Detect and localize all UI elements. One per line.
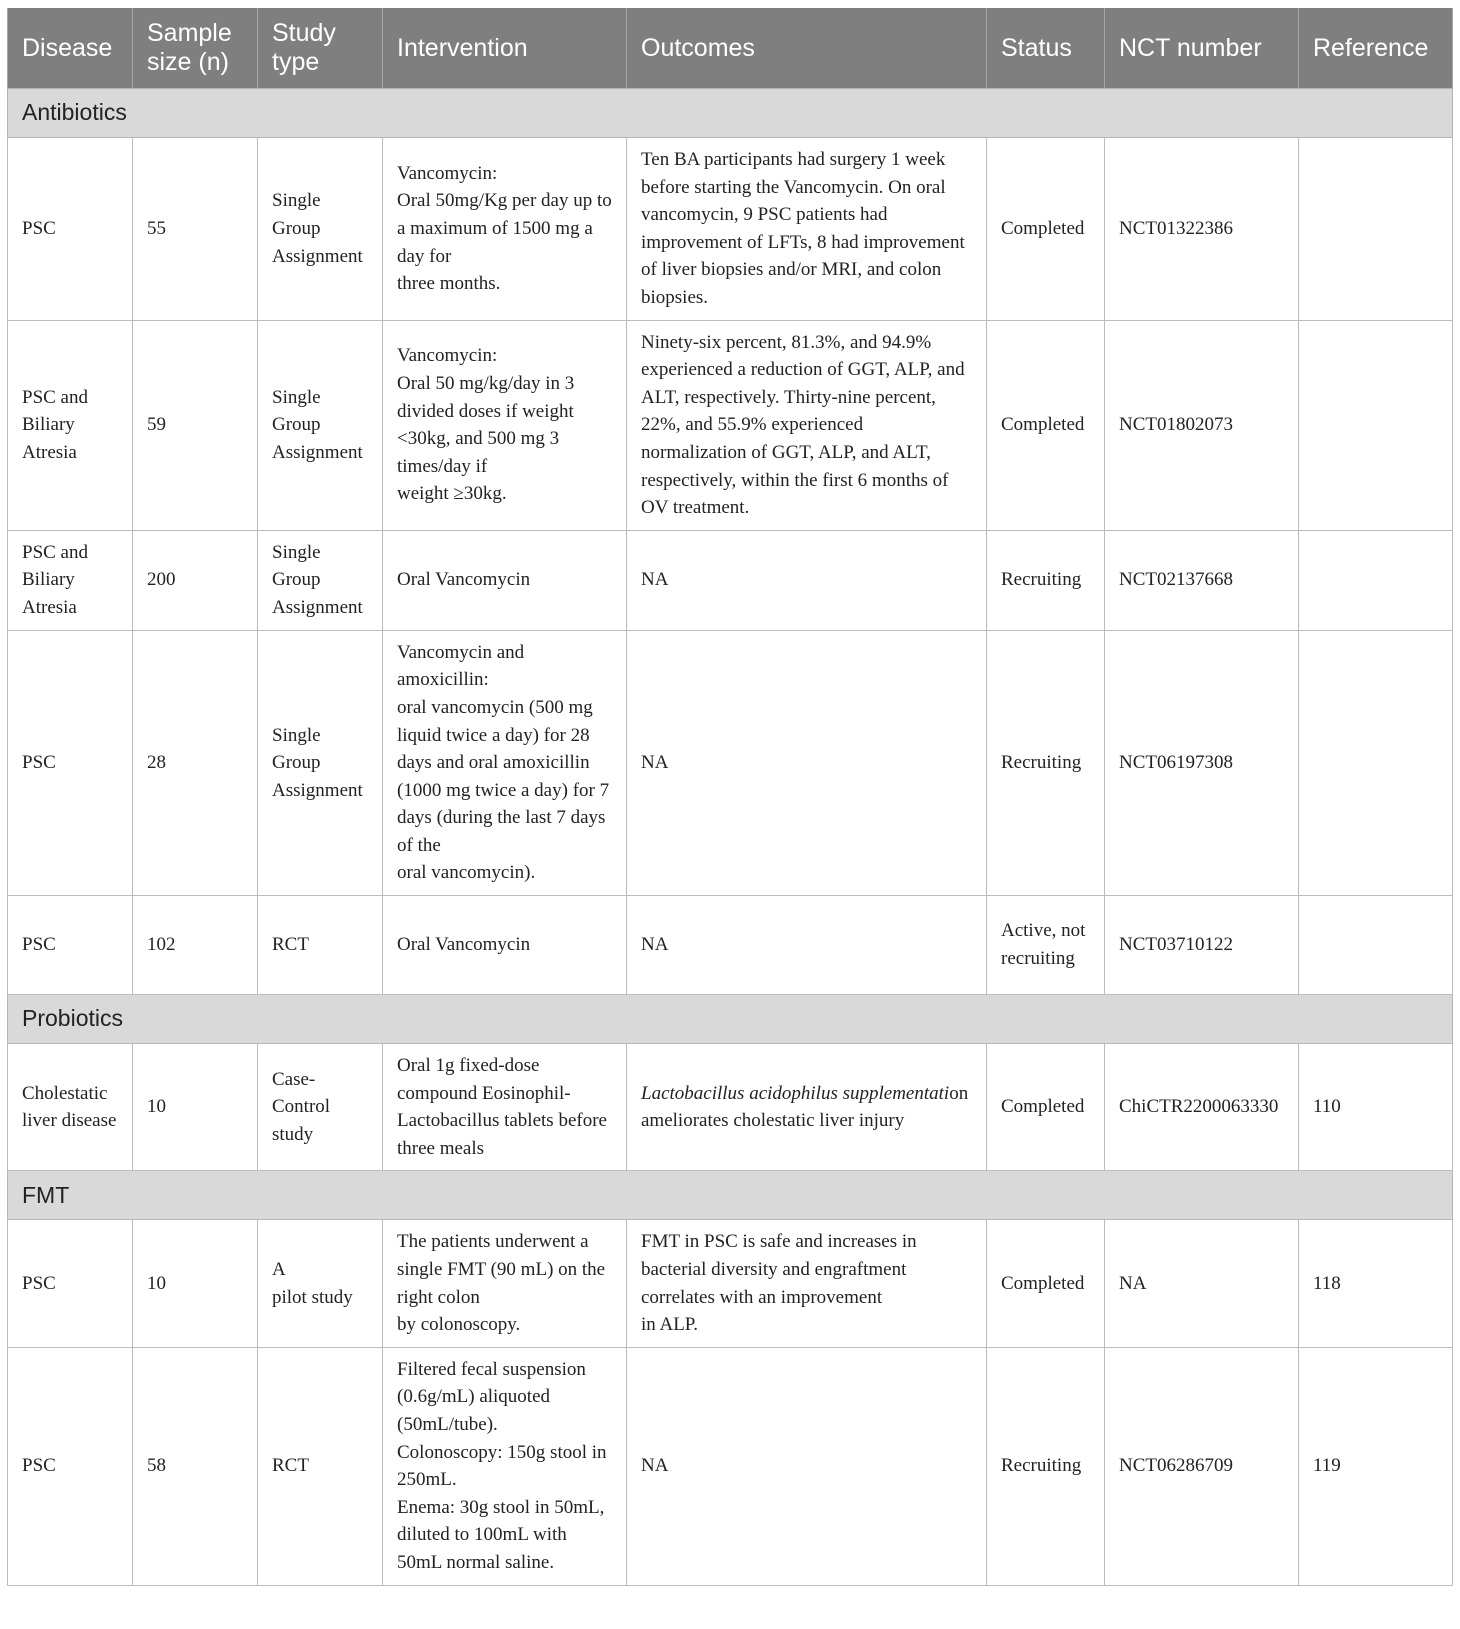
cell-sample-size: 10 xyxy=(133,1220,258,1347)
cell-outcomes: NA xyxy=(627,896,987,995)
cell-disease: Cholestatic liver disease xyxy=(8,1044,133,1171)
cell-sample-size: 55 xyxy=(133,138,258,321)
cell-intervention: Vancomycin and amoxicillin: oral vancomycin (500 mg liquid twice a day) for 28 days and oral amoxicillin (1000 mg twice a day) for 7 days (during the last 7 days of the oral vancomycin). xyxy=(383,630,627,895)
cell-study-type: Single Group Assignment xyxy=(258,530,383,630)
cell-study-type: A pilot study xyxy=(258,1220,383,1347)
cell-reference xyxy=(1299,896,1453,995)
header-sample-size: Sample size (n) xyxy=(133,8,258,89)
table-row xyxy=(8,896,1453,995)
cell-intervention: Oral 1g fixed-dose compound Eosinophil-Lactobacillus tablets before three meals xyxy=(383,1044,627,1171)
cell-nct-number: NCT06197308 xyxy=(1105,630,1299,895)
header-outcomes: Outcomes xyxy=(627,8,987,89)
cell-study-type: Single Group Assignment xyxy=(258,138,383,321)
cell-status: Completed xyxy=(987,1220,1105,1347)
cell-status: Completed xyxy=(987,138,1105,321)
cell-disease: PSC xyxy=(8,138,133,321)
section-row-fmt xyxy=(8,1171,1453,1220)
cell-sample-size: 59 xyxy=(133,320,258,530)
table-row xyxy=(8,1347,1453,1585)
cell-nct-number: NCT01322386 xyxy=(1105,138,1299,321)
cell-nct-number: NA xyxy=(1105,1220,1299,1347)
cell-reference: 118 xyxy=(1299,1220,1453,1347)
cell-status: Recruiting xyxy=(987,630,1105,895)
cell-outcomes: Ninety-six percent, 81.3%, and 94.9% experienced a reduction of GGT, ALP, and ALT, respectively. Thirty-nine percent, 22%, and 55.9% experienced normalization of GGT, ALP, and ALT, respectively, within the first 6 months of OV treatment. xyxy=(627,320,987,530)
cell-reference: 119 xyxy=(1299,1347,1453,1585)
cell-outcomes: NA xyxy=(627,530,987,630)
cell-sample-size: 102 xyxy=(133,896,258,995)
section-row-probiotics xyxy=(8,995,1453,1044)
cell-disease: PSC xyxy=(8,630,133,895)
cell-status: Active, not recruiting xyxy=(987,896,1105,995)
cell-outcomes: NA xyxy=(627,1347,987,1585)
section-title: Probiotics xyxy=(8,995,1453,1044)
cell-outcomes: Ten BA participants had surgery 1 week before starting the Vancomycin. On oral vancomycin, 9 PSC patients had improvement of LFTs, 8 had improvement of liver biopsies and/or MRI, and colon biopsies. xyxy=(627,138,987,321)
header-disease: Disease xyxy=(8,8,133,89)
cell-status: Completed xyxy=(987,1044,1105,1171)
table-row xyxy=(8,630,1453,895)
clinical-trials-table xyxy=(7,8,1453,1586)
cell-study-type: RCT xyxy=(258,1347,383,1585)
cell-disease: PSC and Biliary Atresia xyxy=(8,320,133,530)
table-row xyxy=(8,138,1453,321)
cell-study-type: Case-Control study xyxy=(258,1044,383,1171)
header-nct-number: NCT number xyxy=(1105,8,1299,89)
header-row xyxy=(8,8,1453,89)
header-study-type: Study type xyxy=(258,8,383,89)
cell-sample-size: 10 xyxy=(133,1044,258,1171)
cell-nct-number: NCT02137668 xyxy=(1105,530,1299,630)
cell-study-type: Single Group Assignment xyxy=(258,630,383,895)
cell-disease: PSC xyxy=(8,1347,133,1585)
cell-nct-number: ChiCTR2200063330 xyxy=(1105,1044,1299,1171)
cell-nct-number: NCT01802073 xyxy=(1105,320,1299,530)
table-row xyxy=(8,1044,1453,1171)
cell-status: Recruiting xyxy=(987,1347,1105,1585)
cell-disease: PSC xyxy=(8,896,133,995)
cell-intervention: Filtered fecal suspension (0.6g/mL) aliquoted (50mL/tube). Colonoscopy: 150g stool in 250mL. Enema: 30g stool in 50mL, diluted to 100mL with 50mL normal saline. xyxy=(383,1347,627,1585)
cell-reference xyxy=(1299,138,1453,321)
cell-outcomes: FMT in PSC is safe and increases in bacterial diversity and engraftment correlates with an improvement in ALP. xyxy=(627,1220,987,1347)
cell-reference xyxy=(1299,320,1453,530)
header-reference: Reference xyxy=(1299,8,1453,89)
cell-outcomes: NA xyxy=(627,630,987,895)
cell-status: Recruiting xyxy=(987,530,1105,630)
cell-disease: PSC and Biliary Atresia xyxy=(8,530,133,630)
header-status: Status xyxy=(987,8,1105,89)
cell-intervention: The patients underwent a single FMT (90 mL) on the right colon by colonoscopy. xyxy=(383,1220,627,1347)
cell-study-type: Single Group Assignment xyxy=(258,320,383,530)
cell-intervention: Oral Vancomycin xyxy=(383,530,627,630)
outcomes-text: on ameliorates cholestatic liver injury xyxy=(641,1082,969,1132)
cell-reference xyxy=(1299,630,1453,895)
section-title: FMT xyxy=(8,1171,1453,1220)
cell-disease: PSC xyxy=(8,1220,133,1347)
cell-sample-size: 58 xyxy=(133,1347,258,1585)
cell-sample-size: 28 xyxy=(133,630,258,895)
table-row xyxy=(8,320,1453,530)
table-row xyxy=(8,1220,1453,1347)
cell-outcomes xyxy=(627,1044,987,1171)
section-row-antibiotics xyxy=(8,89,1453,138)
cell-study-type: RCT xyxy=(258,896,383,995)
section-title: Antibiotics xyxy=(8,89,1453,138)
cell-intervention: Vancomycin: Oral 50 mg/kg/day in 3 divided doses if weight <30kg, and 500 mg 3 times/day if weight ≥30kg. xyxy=(383,320,627,530)
table-row xyxy=(8,530,1453,630)
cell-status: Completed xyxy=(987,320,1105,530)
cell-intervention: Vancomycin: Oral 50mg/Kg per day up to a maximum of 1500 mg a day for three months. xyxy=(383,138,627,321)
cell-reference xyxy=(1299,530,1453,630)
cell-intervention: Oral Vancomycin xyxy=(383,896,627,995)
header-intervention: Intervention xyxy=(383,8,627,89)
cell-nct-number: NCT03710122 xyxy=(1105,896,1299,995)
cell-sample-size: 200 xyxy=(133,530,258,630)
cell-reference: 110 xyxy=(1299,1044,1453,1171)
trials-table-container xyxy=(7,8,1452,1586)
cell-nct-number: NCT06286709 xyxy=(1105,1347,1299,1585)
species-name-italic: Lactobacillus acidophilus supplementati xyxy=(641,1082,950,1104)
